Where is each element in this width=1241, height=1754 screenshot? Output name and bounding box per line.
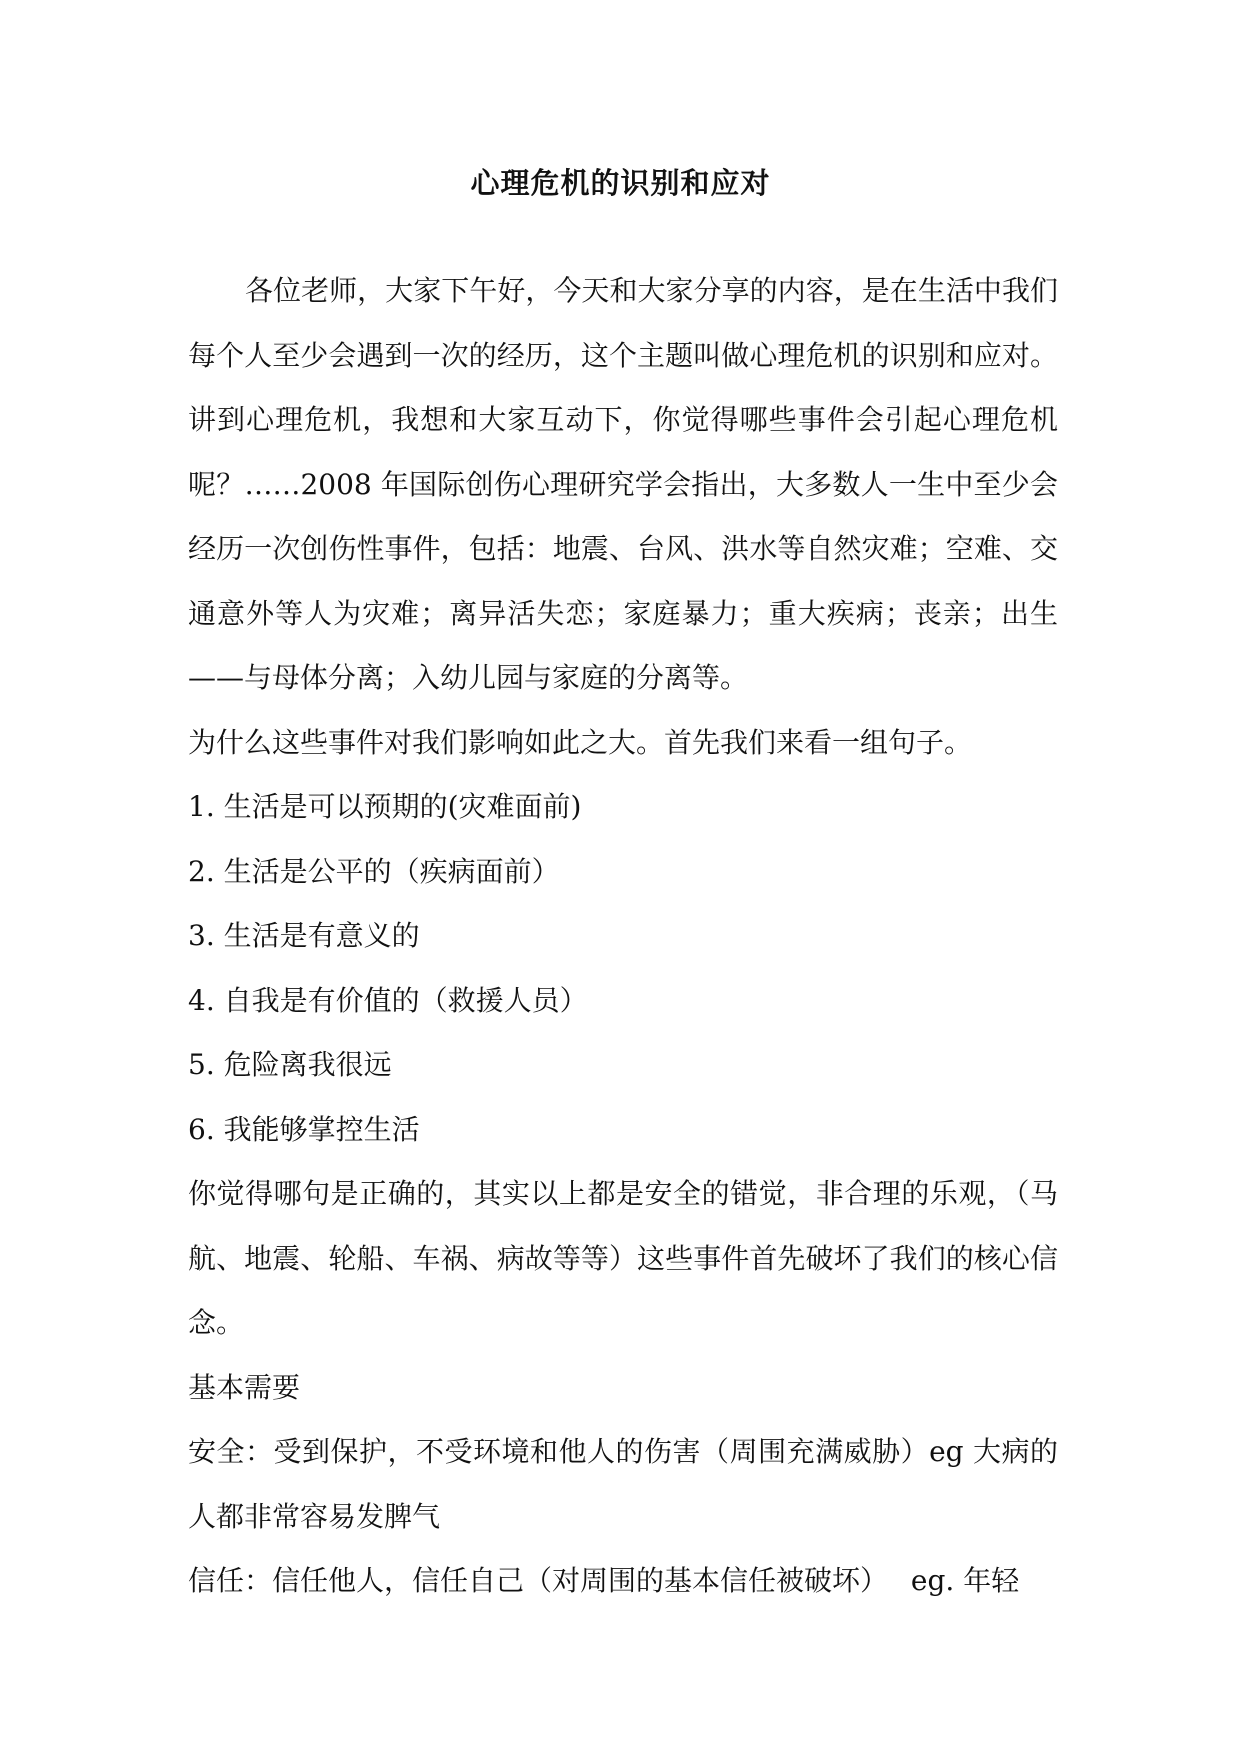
- document-body: [188, 259, 1058, 1614]
- intro-paragraph: 各位老师，大家下午好，今天和大家分享的内容，是在生活中我们每个人至少会遇到一次的经历，这个主题叫做心理危机的识别和应对。讲到心理危机，我想和大家互动下，你觉得哪些事件会引起心理危机呢？……2008 年国际创伤心理研究学会指出，大多数人一生中至少会经历一次创伤性事件，包括：地震、台风、洪水等自然灾难；空难、交通意外等人为灾难；离异活失恋；家庭暴力；重大疾病；丧亲；出生——与母体分离；入幼儿园与家庭的分离等。: [188, 274, 1058, 694]
- section-heading-basic-needs: 基本需要: [188, 1370, 301, 1404]
- illusion-paragraph: 你觉得哪句是正确的，其实以上都是安全的错觉，非合理的乐观，（马航、地震、轮船、车祸、病故等等）这些事件首先破坏了我们的核心信念。: [188, 1177, 1058, 1339]
- list-item-4: 4. 自我是有价值的（救援人员）: [188, 983, 588, 1017]
- document-title: 心理危机的识别和应对: [470, 166, 771, 200]
- safety-paragraph: 安全：受到保护，不受环境和他人的伤害（周围充满威胁）eg 大病的人都非常容易发脾气: [188, 1435, 1058, 1533]
- list-item-1: 1. 生活是可以预期的(灾难面前): [188, 790, 582, 823]
- list-item-2: 2. 生活是公平的（疾病面前）: [188, 854, 560, 888]
- list-item-5: 5. 危险离我很远: [188, 1048, 392, 1081]
- list-item-6: 6. 我能够掌控生活: [188, 1112, 420, 1146]
- trust-paragraph: 信任：信任他人，信任自己（对周围的基本信任被破坏） eg. 年轻: [188, 1564, 1020, 1597]
- list-item-3: 3. 生活是有意义的: [188, 919, 420, 952]
- question-paragraph: 为什么这些事件对我们影响如此之大。首先我们来看一组句子。: [188, 725, 973, 759]
